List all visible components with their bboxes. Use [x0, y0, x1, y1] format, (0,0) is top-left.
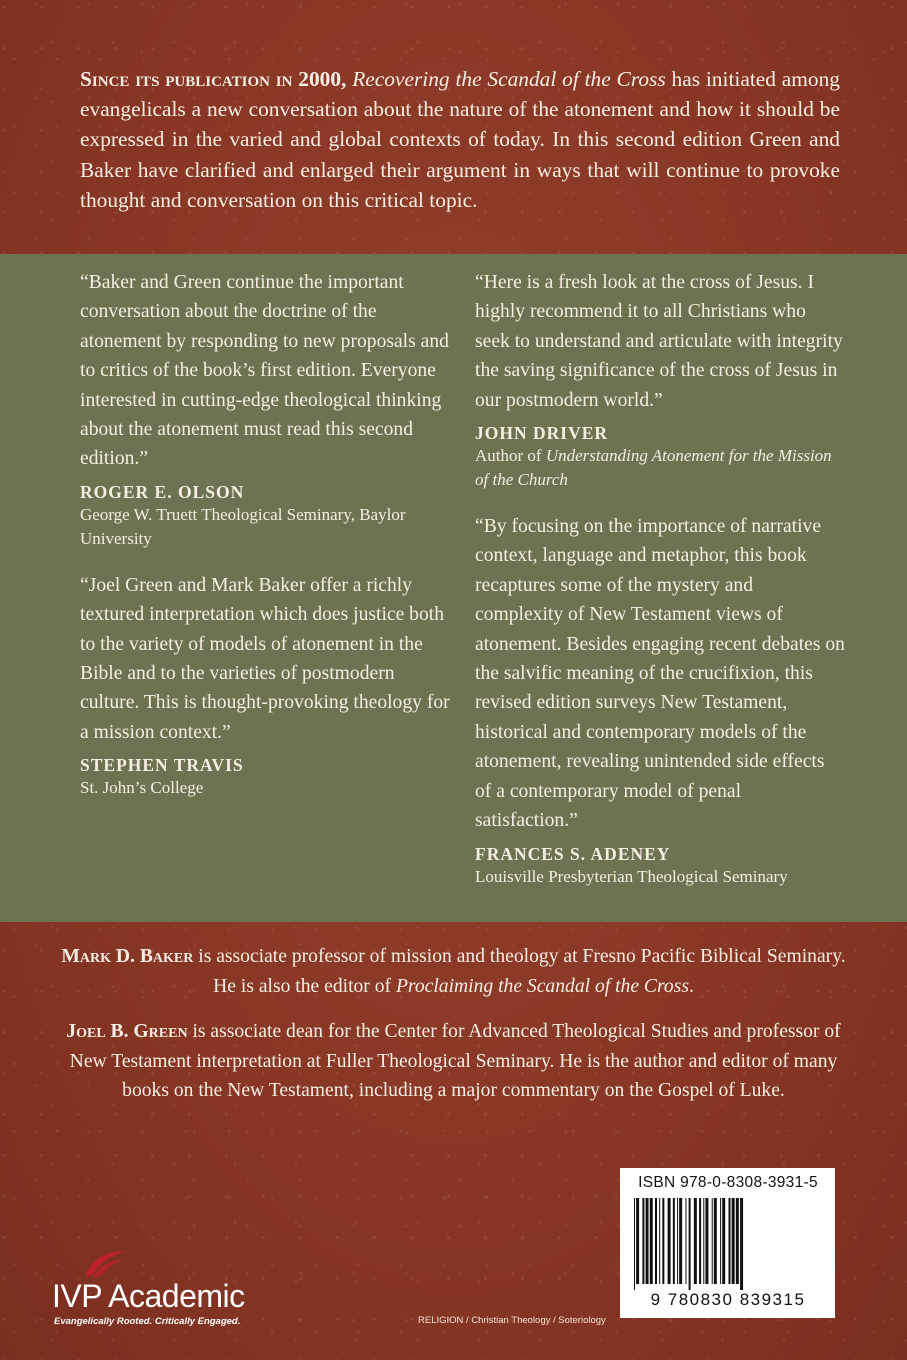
publisher-logo: [52, 1246, 292, 1326]
author-bio: [60, 942, 847, 1001]
endorser-affiliation: George W. Truett Theological Seminary, Baylor University: [80, 504, 406, 548]
punctuation: .: [688, 975, 694, 997]
endorser-name: FRANCES S. ADENEY: [475, 843, 671, 864]
endorsement-quote: “Here is a fresh look at the cross of Jesus. I highly recommend it to all Christians who seek to understand and articulate with integrity the saving significance of the cross of Jesus in our postmodern world.”: [475, 272, 843, 411]
barcode-bar: [679, 1198, 682, 1284]
flame-logo-icon: [82, 1246, 132, 1280]
barcode-bar: [662, 1198, 664, 1284]
affiliation-book-title: Understanding Atonement for the Mission of the Church: [475, 446, 832, 490]
affiliation-prefix: Author of: [475, 446, 542, 466]
author-book-title: Proclaiming the Scandal of the Cross: [395, 975, 689, 997]
endorsement: [80, 571, 452, 800]
barcode-bar: [642, 1198, 644, 1284]
endorsements-right-column: [475, 268, 845, 909]
author-bios: [60, 942, 847, 1122]
barcode-bar: [650, 1198, 653, 1284]
barcode-bar: [729, 1198, 731, 1284]
endorser-name: JOHN DRIVER: [475, 423, 609, 444]
barcode-bar: [714, 1198, 717, 1284]
book-title: Recovering the Scandal of the Cross: [352, 67, 666, 91]
author-bio-text: is associate dean for the Center for Advanced Theological Studies and professor of New Testament interpretation at Fuller Theological Seminary. He is the author and editor of many books on the New Testament, including a major commentary on the Gospel of Luke.: [69, 1021, 841, 1101]
isbn-digits: 9 780830 839315: [650, 1290, 806, 1309]
endorsements-left-column: [80, 268, 452, 820]
barcode-bar: [722, 1198, 725, 1284]
endorsement-quote: “By focusing on the importance of narrative context, language and metaphor, this book recaptures some of the mystery and complexity of New Testament views of atonement. Besides engaging recent debates on the salvific meaning of the crucifixion, this revised edition surveys New Testament, historical and contemporary models of the atonement, revealing unintended side effects of a contemporary model of penal satisfaction.”: [475, 516, 845, 832]
barcode-bar: [732, 1198, 735, 1284]
isbn-label: ISBN 978-0-8308-3931-5: [638, 1174, 818, 1191]
endorsement-quote: “Baker and Green continue the important conversation about the doctrine of the atonement by responding to new proposals and to critics of the book’s first edition. Everyone interested in cutting-edge theological thinking about the atonement must read this second edition.”: [80, 272, 449, 470]
barcode-bar: [703, 1198, 704, 1284]
barcode-bar: [705, 1198, 708, 1284]
intro-paragraph: [80, 64, 840, 215]
author-bio: [60, 1017, 847, 1106]
barcode-bar: [659, 1198, 660, 1284]
barcode-bar: [736, 1198, 739, 1284]
endorser-name: STEPHEN TRAVIS: [80, 755, 244, 776]
author-bio-text: is associate professor of mission and theology at Fresno Pacific Biblical Seminary. He is also the editor of: [198, 946, 846, 997]
barcode-bar: [699, 1198, 701, 1284]
endorsements-panel: [0, 254, 907, 922]
barcode-bar: [646, 1198, 649, 1284]
barcode-bar: [712, 1198, 713, 1284]
author-name: Mark D. Baker: [61, 946, 194, 967]
barcode-bar: [694, 1198, 697, 1284]
endorser-affiliation: St. John’s College: [80, 778, 204, 798]
barcode-bar: [685, 1198, 686, 1284]
endorser-affiliation: Louisville Presbyterian Theological Seminary: [475, 866, 788, 886]
barcode-bar: [740, 1198, 743, 1290]
publisher-tagline: Evangelically Rooted. Critically Engaged.: [54, 1316, 241, 1327]
bisac-category: RELIGION / Christian Theology / Soteriology: [418, 1315, 606, 1326]
barcode-bars: [632, 1198, 824, 1290]
endorsement: [475, 512, 845, 888]
endorser-affiliation: [475, 444, 845, 492]
barcode-bar: [673, 1198, 675, 1284]
author-name: Joel B. Green: [66, 1021, 188, 1042]
isbn-barcode: [620, 1168, 835, 1318]
endorsement: [80, 268, 452, 551]
publisher-name: IVP Academic: [52, 1278, 245, 1314]
barcode-bar: [655, 1198, 657, 1284]
barcode-bar: [634, 1198, 635, 1290]
endorsement-quote: “Joel Green and Mark Baker offer a richly textured interpretation which does justice both to the variety of models of atonement in the Bible and to the varieties of postmodern culture. This is thought-provoking theology for a mission context.”: [80, 574, 450, 743]
barcode-bar: [636, 1198, 639, 1284]
intro-lead: Since its publication in 2000,: [80, 67, 347, 91]
barcode-bar: [677, 1198, 678, 1284]
endorsement: [475, 268, 845, 492]
intro-body: has initiated among evangelicals a new conversation about the nature of the atonement and how it should be expressed in the varied and global contexts of today. In this second edition Green and Baker have clarified and enlarged their argument in ways that will continue to provoke thought and conversation on this critical topic.: [80, 67, 840, 212]
barcode-bar: [668, 1198, 671, 1284]
endorser-name: ROGER E. OLSON: [80, 481, 245, 502]
barcode-bar: [689, 1198, 691, 1290]
barcode-bar: [720, 1198, 721, 1284]
